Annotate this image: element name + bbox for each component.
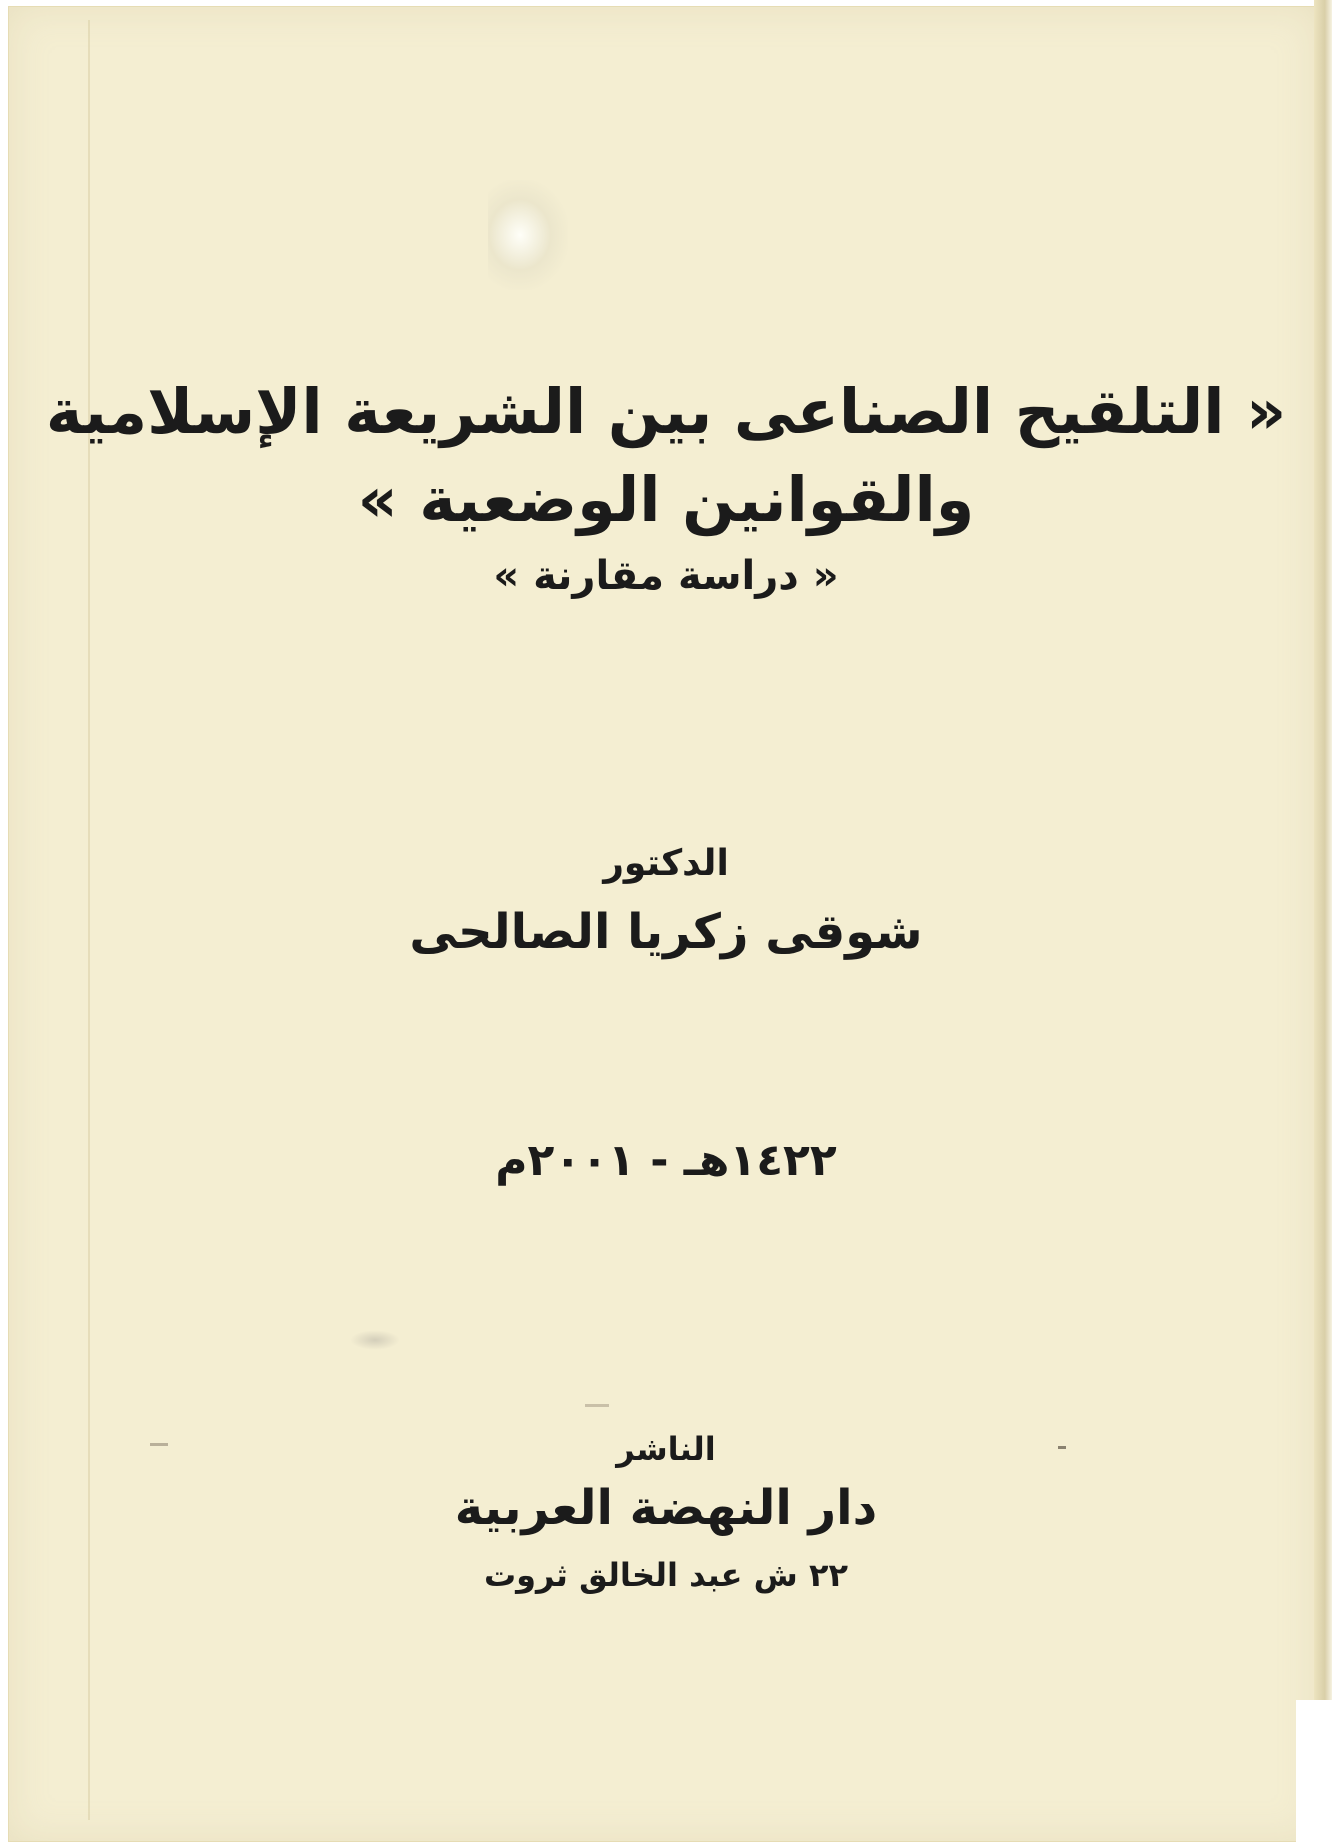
publisher-label: الناشر [616,1430,716,1468]
author-name: شوقى زكريا الصالحى [409,904,923,960]
book-title-line-1: « التلقيح الصناعى بين الشريعة الإسلامية [45,375,1287,448]
cover-scuff-mark [350,1330,400,1350]
publisher-name: دار النهضة العربية [454,1480,878,1536]
publication-date: ١٤٢٢هـ - ٢٠٠١م [495,1135,837,1186]
cover-speck [585,1404,609,1407]
cover-crease-mark [488,180,568,290]
book-subtitle: « دراسة مقارنة » [493,553,839,599]
author-title: الدكتور [603,843,729,884]
book-title-line-2: والقوانين الوضعية » [357,463,975,536]
cover-corner-torn [1296,1700,1332,1848]
publisher-address: ٢٢ ش عبد الخالق ثروت [483,1556,849,1594]
